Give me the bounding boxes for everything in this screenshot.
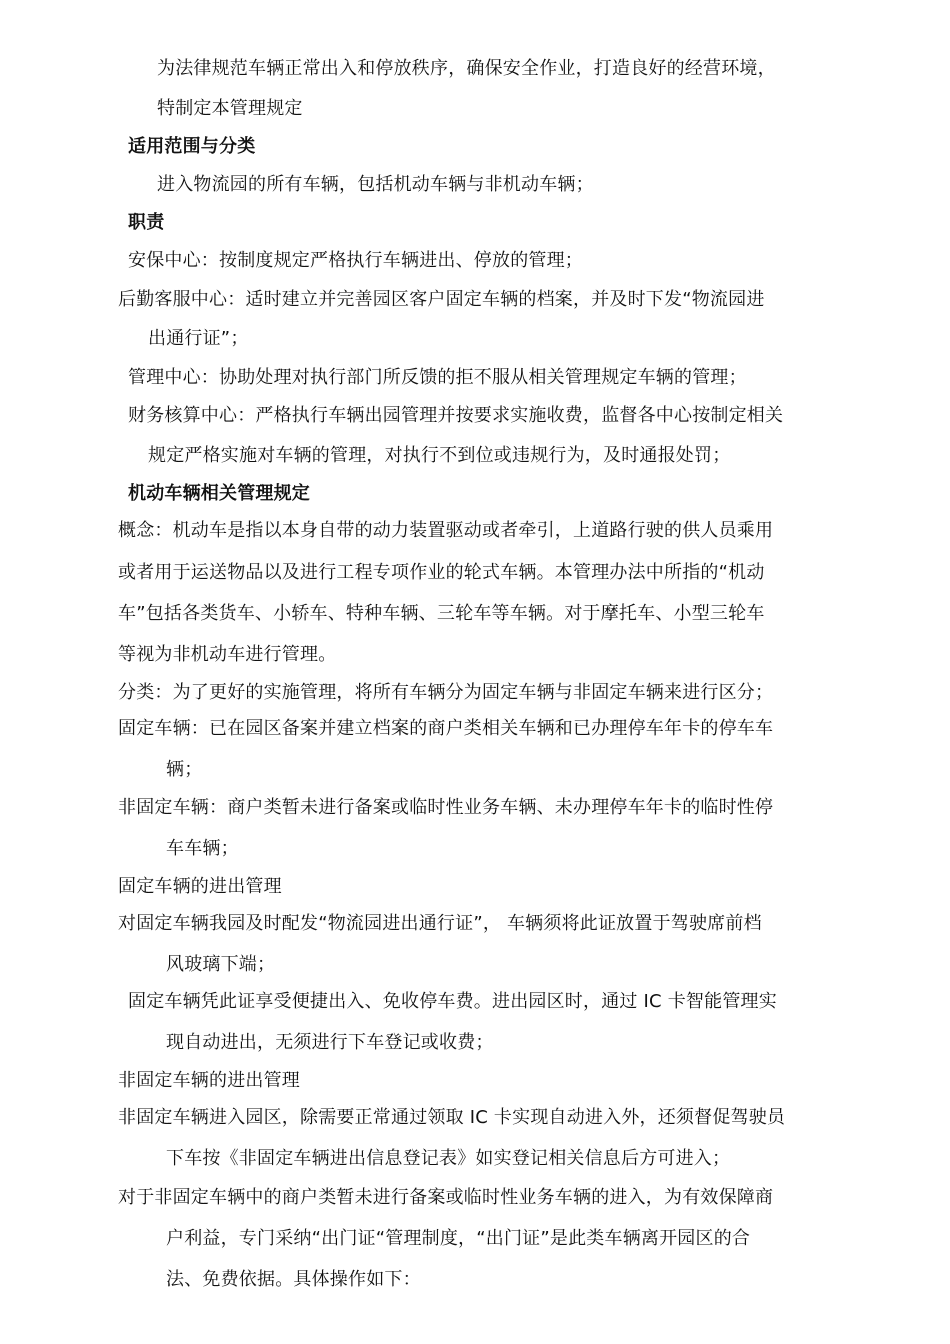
paragraph-line: 对于非固定车辆中的商户类暂未进行备案或临时性业务车辆的进入，为有效保障商	[118, 1187, 774, 1208]
paragraph-line: 非固定车辆：商户类暂未进行备案或临时性业务车辆、未办理停车年卡的临时性停	[118, 797, 774, 818]
paragraph-line: 后勤客服中心：适时建立并完善园区客户固定车辆的档案，并及时下发“物流园进	[118, 289, 765, 310]
subsection-heading: 固定车辆的进出管理	[118, 876, 282, 897]
paragraph-line: 财务核算中心：严格执行车辆出园管理并按要求实施收费，监督各中心按制定相关	[128, 405, 784, 426]
paragraph-line: 出通行证”；	[148, 328, 249, 349]
paragraph-line: 等视为非机动车进行管理。	[118, 644, 337, 665]
paragraph-line: 下车按《非固定车辆进出信息登记表》如实登记相关信息后方可进入；	[166, 1148, 731, 1169]
section-heading: 机动车辆相关管理规定	[128, 483, 310, 504]
paragraph-line: 风玻璃下端；	[166, 954, 276, 975]
paragraph-line: 为法律规范车辆正常出入和停放秩序，确保安全作业，打造良好的经营环境，	[157, 58, 776, 79]
paragraph-line: 固定车辆：已在园区备案并建立档案的商户类相关车辆和已办理停车年卡的停车车	[118, 718, 774, 739]
paragraph-line: 现自动进出，无须进行下车登记或收费；	[166, 1032, 494, 1053]
section-heading: 适用范围与分类	[128, 136, 256, 157]
paragraph-line: 法、免费依据。具体操作如下：	[166, 1269, 421, 1290]
paragraph-line: 进入物流园的所有车辆，包括机动车辆与非机动车辆；	[157, 174, 594, 195]
paragraph-line: 对固定车辆我园及时配发“物流园进出通行证”， 车辆须将此证放置于驾驶席前档	[118, 913, 762, 934]
section-heading: 职责	[128, 212, 165, 233]
paragraph-line: 非固定车辆进入园区，除需要正常通过领取 IC 卡实现自动进入外，还须督促驾驶员	[118, 1107, 786, 1128]
paragraph-line: 辆；	[166, 759, 203, 780]
paragraph-line: 固定车辆凭此证享受便捷出入、免收停车费。进出园区时，通过 IC 卡智能管理实	[128, 991, 777, 1012]
paragraph-line: 安保中心：按制度规定严格执行车辆进出、停放的管理；	[128, 250, 583, 271]
subsection-heading: 非固定车辆的进出管理	[118, 1070, 300, 1091]
paragraph-line: 车车辆；	[166, 838, 239, 859]
paragraph-line: 管理中心：协助处理对执行部门所反馈的拒不服从相关管理规定车辆的管理；	[128, 367, 747, 388]
paragraph-line: 或者用于运送物品以及进行工程专项作业的轮式车辆。本管理办法中所指的“机动	[118, 562, 765, 583]
paragraph-line: 概念：机动车是指以本身自带的动力装置驱动或者牵引，上道路行驶的供人员乘用	[118, 520, 774, 541]
paragraph-line: 特制定本管理规定	[157, 98, 303, 119]
paragraph-line: 车”包括各类货车、小轿车、特种车辆、三轮车等车辆。对于摩托车、小型三轮车	[118, 603, 765, 624]
paragraph-line: 户利益，专门采纳“出门证“管理制度，“出门证”是此类车辆离开园区的合	[166, 1228, 751, 1249]
paragraph-line: 规定严格实施对车辆的管理，对执行不到位或违规行为，及时通报处罚；	[148, 445, 731, 466]
paragraph-line: 分类：为了更好的实施管理，将所有车辆分为固定车辆与非固定车辆来进行区分；	[118, 682, 774, 703]
